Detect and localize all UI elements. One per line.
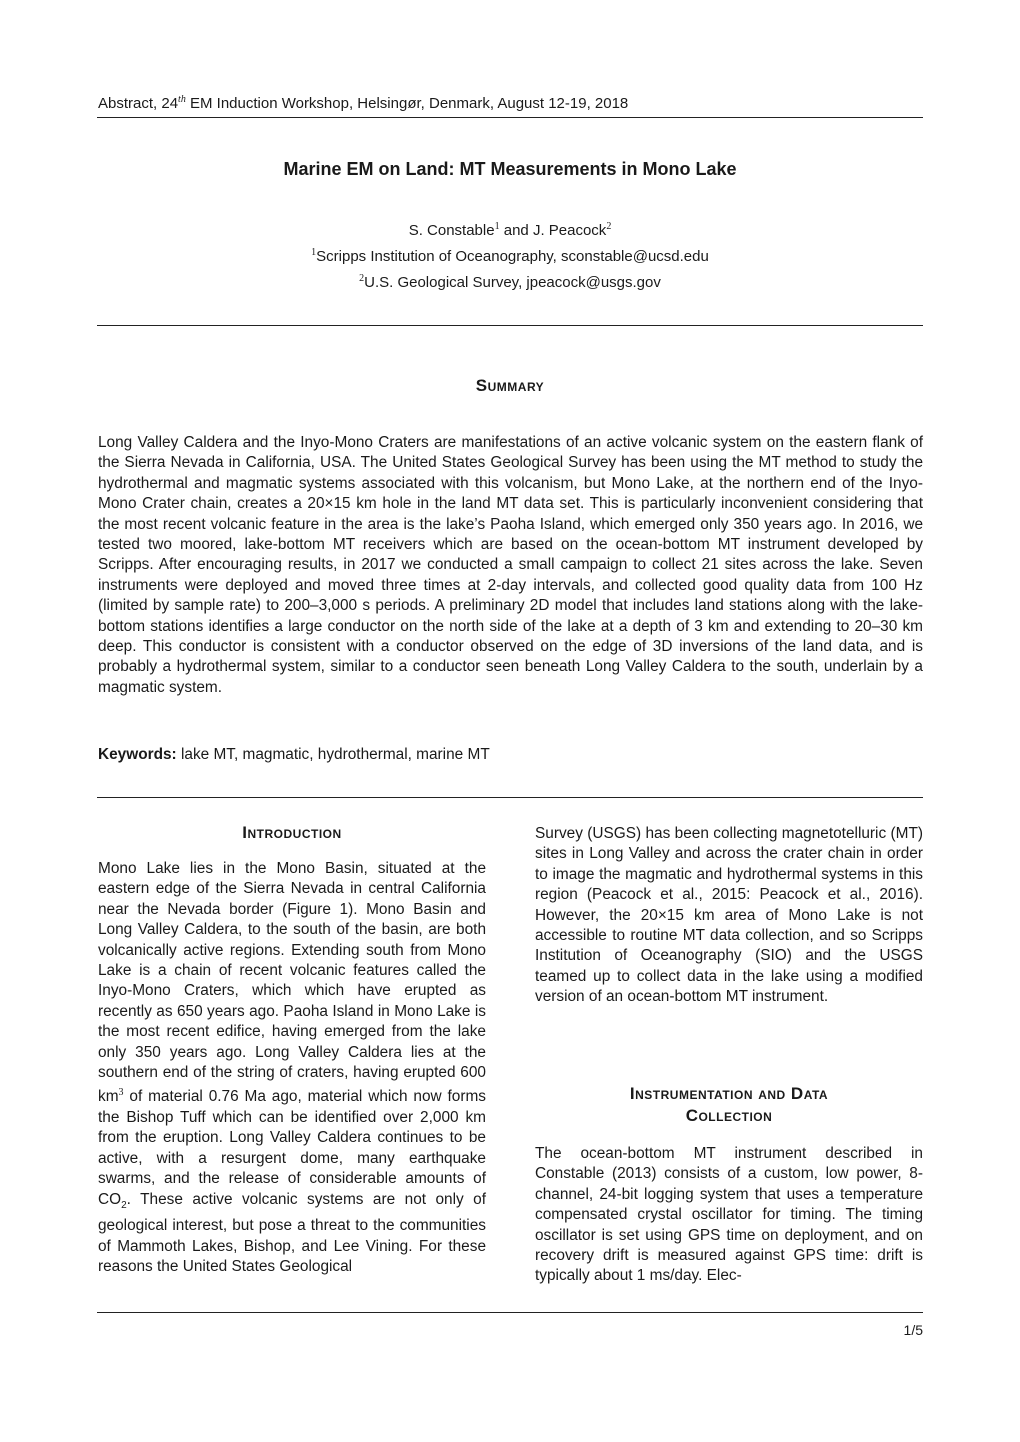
author-1: S. Constable [408,222,495,239]
introduction-continued: Survey (USGS) has been collecting magnetotelluric (MT) sites in Long Valley and across the crater chain in order to image the magmatic and hydrothermal systems in this region (Peacock et al., 2015: Peacock et al., 2016). However, the 20×15 km area of Mono Lake is not accessible to routine MT data collection, and so Scripps Institution of Oceanography (SIO) and the USGS teamed up to collect data in the lake using a modified version of an ocean-bottom MT instrument. [535,825,923,1006]
keywords-label: Keywords: [98,746,177,763]
header-prefix: Abstract, 24 [98,95,179,112]
affiliation-2-sup: 2 [359,273,365,284]
paper-title: Marine EM on Land: MT Measurements in Mono Lake [283,159,737,179]
affiliation-1-text: Scripps Institution of Oceanography, sconstable@ucsd.edu [316,248,709,265]
affiliation-1-sup: 1 [311,247,317,258]
keywords [98,746,490,764]
instrumentation-heading [535,1083,923,1127]
running-header [98,94,628,112]
keywords-rule [97,797,923,798]
intro-superscript: 3 [118,1087,124,1099]
intro-text-b: of material 0.76 Ma ago, material which now forms the Bishop Tuff which can be identified over 2,000 km from the eruption. Long Valley Caldera continues to be active, with a resurgent dome, many earthquake swarms, and the release of considerable amounts of CO [98,1088,486,1208]
author-2-sup: 2 [606,221,612,232]
intro-subscript: 2 [121,1199,127,1211]
intro-text-a: Mono Lake lies in the Mono Basin, situated at the eastern edge of the Sierra Nevada in central California near the Nevada border (Figure 1). Mono Basin and Long Valley Caldera, to the south of the basin, are both volcanically active regions. Extending south from Mono Lake is a chain of recent volcanic features called the Inyo-Mono Craters, which which have erupted as recently as 650 years ago. Paoha Island in Mono Lake is the most recent edifice, having emerged from the lake only 350 years ago. Long Valley Caldera lies at the southern end of the string of craters, having erupted 600 km [98,860,486,1106]
author-line [0,216,1020,242]
introduction-heading: Introduction [242,823,342,842]
footer-rule [97,1312,923,1313]
instrumentation-heading-line1: Instrumentation and Data [629,1084,829,1103]
keywords-text: lake MT, magmatic, hydrothermal, marine MT [176,746,490,763]
instrumentation-text: The ocean-bottom MT instrument described in Constable (2013) consists of a custom, low power, 8-channel, 24-bit logging system that uses a temperature compensated crystal oscillator for timing. The timing oscillator is set using GPS time on deployment, and on recovery drift is measured against GPS time: drift is typically about 1 ms/day. Elec- [535,1145,923,1285]
author-1-sup: 1 [494,221,500,232]
title-rule [97,325,923,326]
summary-heading: Summary [475,376,545,395]
affiliation-1 [0,242,1020,268]
summary-text: Long Valley Caldera and the Inyo-Mono Craters are manifestations of an active volcanic system on the eastern flank of the Sierra Nevada in California, USA. The United States Geological Survey has been using the MT method to study the hydrothermal and magmatic systems associated with this volcanism, but Mono Lake, at the northern end of the Inyo-Mono Crater chain, creates a 20×15 km hole in the land MT data set. This is particularly inconvenient considering that the most recent volcanic feature in the area is the lake’s Paoha Island, which emerged only 350 years ago. In 2016, we tested two moored, lake-bottom MT receivers which are based on the ocean-bottom MT instrument developed by Scripps. After encouraging results, in 2017 we conducted a small campaign to collect 21 sites across the lake. Seven instruments were deployed and moved three times at 2-day intervals, and collected good quality data from 100 Hz (limited by sample rate) to 200–3,000 s periods. A preliminary 2D model that includes land stations along with the lake-bottom stations identifies a large conductor on the north side of the lake at a depth of 3 km and extending to 20–30 km deep. This conductor is consistent with a conductor observed on the edge of 3D inversions of the land data, and is probably a hydrothermal system, similar to a conductor seen beneath Long Valley Caldera to the south, underlain by a magmatic system. [98,434,923,696]
introduction-text [98,859,486,1277]
header-superscript: th [178,94,186,105]
header-rule [97,117,923,118]
instrumentation-heading-line2: Collection [685,1106,773,1125]
header-rest: EM Induction Workshop, Helsingør, Denmark, August 12-19, 2018 [185,95,629,112]
author-block [0,216,1020,294]
affiliation-2 [0,268,1020,294]
intro-text-c: . These active volcanic systems are not only of geological interest, but pose a threat to the communities of Mammoth Lakes, Bishop, and Lee Vining. For these reasons the United States Geological [98,1190,486,1275]
affiliation-2-text: U.S. Geological Survey, jpeacock@usgs.gov [364,274,661,291]
author-2: and J. Peacock [499,222,607,239]
page-number: 1/5 [903,1322,923,1338]
